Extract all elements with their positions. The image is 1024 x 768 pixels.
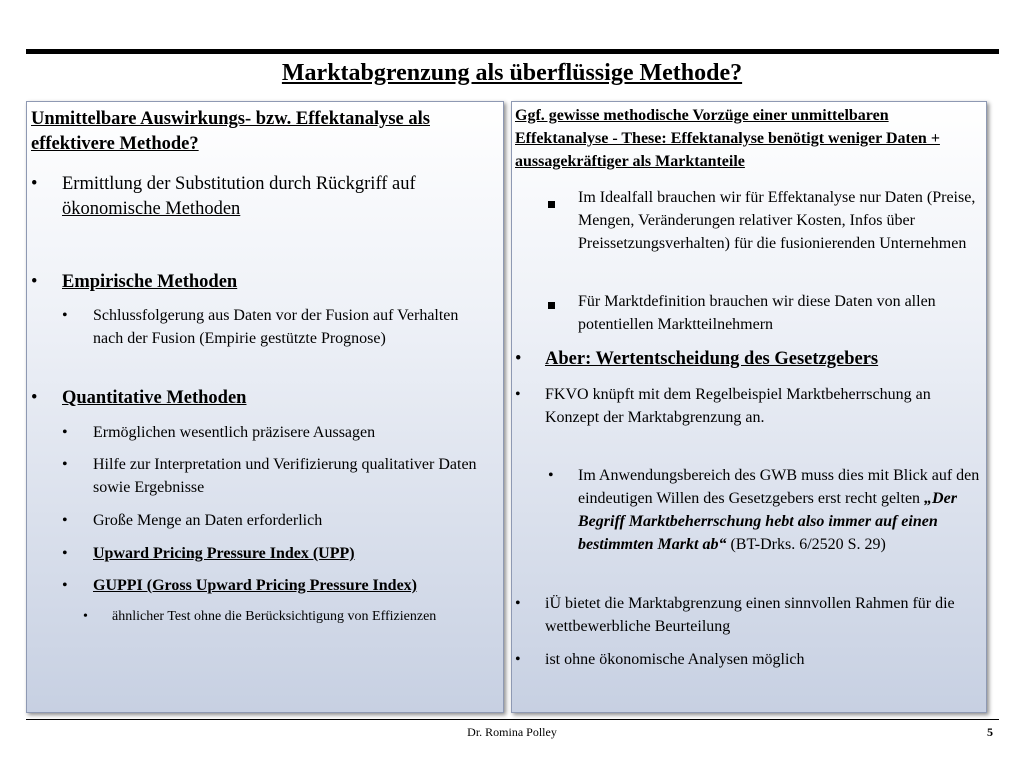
bullet-marker: • bbox=[62, 307, 68, 324]
bullet-marker: • bbox=[83, 609, 88, 624]
bullet-marker: • bbox=[62, 424, 68, 441]
left-sub-conclusion: Schlussfolgerung aus Daten vor der Fusion auf Verhalten nach der Fusion (Empirie gestützte Prognose) bbox=[93, 307, 459, 347]
left-item-substitution-text: Ermittlung der Substitution durch Rückgriff auf bbox=[62, 174, 416, 194]
footer-author: Dr. Romina Polley bbox=[467, 725, 557, 739]
bullet-marker: • bbox=[515, 349, 522, 369]
left-item-substitution-emph: ökonomische Methoden bbox=[62, 199, 241, 219]
bullet-marker: • bbox=[31, 272, 38, 292]
right-sub-ideal: Im Idealfall brauchen wir für Effektanalyse nur Daten (Preise, Mengen, Veränderungen relativer Kosten, Infos über Preissetzungsverhalten) für die fusionierenden Unternehmen bbox=[578, 189, 976, 252]
left-subsub-similar: ähnlicher Test ohne die Berücksichtigung von Effizienzen bbox=[112, 609, 437, 624]
left-item-substitution bbox=[62, 172, 502, 222]
left-sub-guppi: GUPPI (Gross Upward Pricing Pressure Index) bbox=[93, 577, 417, 594]
bullet-marker: • bbox=[548, 467, 554, 484]
right-sub-gwb bbox=[578, 464, 986, 556]
bullet-marker: • bbox=[515, 386, 521, 403]
left-sub-interpretation: Hilfe zur Interpretation und Verifizierung qualitativer Daten sowie Ergebnisse bbox=[93, 456, 477, 496]
bullet-marker: • bbox=[31, 388, 38, 408]
left-sub-upp: Upward Pricing Pressure Index (UPP) bbox=[93, 545, 355, 562]
right-sub-gwb-text: Im Anwendungsbereich des GWB muss dies mit Blick auf den eindeutigen Willen des Gesetzgebers erst recht gelten bbox=[578, 467, 980, 507]
bullet-marker: • bbox=[31, 174, 38, 194]
right-panel bbox=[511, 101, 987, 713]
right-item-value-decision: Aber: Wertentscheidung des Gesetzgebers bbox=[545, 349, 879, 369]
left-item-empirical: Empirische Methoden bbox=[62, 272, 238, 292]
square-bullet-icon bbox=[548, 195, 555, 213]
bullet-marker: • bbox=[515, 595, 521, 612]
footer-rule bbox=[26, 719, 999, 720]
left-panel bbox=[26, 101, 504, 713]
page-number: 5 bbox=[987, 725, 993, 739]
bullet-marker: • bbox=[62, 456, 68, 473]
bullet-marker: • bbox=[62, 512, 68, 529]
bullet-marker: • bbox=[515, 651, 521, 668]
left-item-quantitative: Quantitative Methoden bbox=[62, 388, 247, 408]
right-sub-gwb-reference: (BT-Drks. 6/2520 S. 29) bbox=[726, 536, 886, 553]
right-item-framework: iÜ bietet die Marktabgrenzung einen sinnvollen Rahmen für die wettbewerbliche Beurteilung bbox=[545, 595, 955, 635]
bullet-marker: • bbox=[62, 577, 68, 594]
right-heading: Ggf. gewisse methodische Vorzüge einer unmittelbaren Effektanalyse - These: Effektanalyse benötigt weniger Daten + aussagekräftiger als Marktanteile bbox=[515, 107, 940, 170]
slide-title: Marktabgrenzung als überflüssige Methode? bbox=[281, 60, 743, 86]
right-item-no-analysis: ist ohne ökonomische Analysen möglich bbox=[545, 651, 805, 668]
left-heading: Unmittelbare Auswirkungs- bzw. Effektanalyse als effektivere Methode? bbox=[31, 109, 430, 154]
bullet-marker: • bbox=[62, 545, 68, 562]
right-sub-gwb-quote: „Der Begriff Marktbeherrschung hebt also immer auf einen bestimmten Markt ab“ bbox=[578, 490, 957, 553]
top-rule bbox=[26, 49, 999, 54]
left-sub-precise: Ermöglichen wesentlich präzisere Aussagen bbox=[93, 424, 376, 441]
right-item-fkvo: FKVO knüpft mit dem Regelbeispiel Marktbeherrschung an Konzept der Marktabgrenzung an. bbox=[545, 386, 931, 426]
square-bullet-icon bbox=[548, 296, 555, 314]
left-sub-data: Große Menge an Daten erforderlich bbox=[93, 512, 323, 529]
right-sub-market-definition: Für Marktdefinition brauchen wir diese Daten von allen potentiellen Marktteilnehmern bbox=[578, 293, 936, 333]
